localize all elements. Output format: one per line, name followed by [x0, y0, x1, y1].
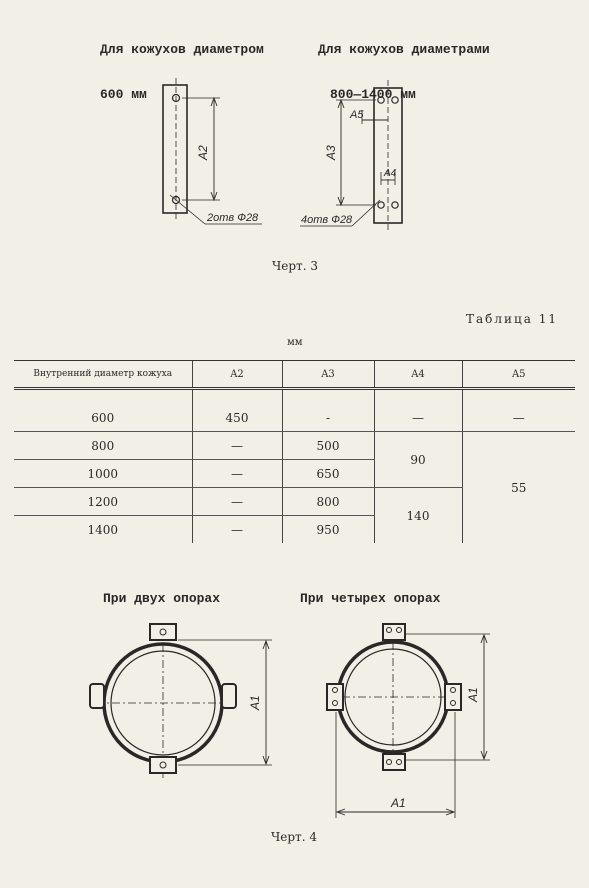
- bolt-hole: [392, 202, 398, 208]
- table-unit: мм: [287, 337, 303, 348]
- label-a4: A4: [384, 168, 397, 179]
- fig3-left-caption-line2: 600 мм: [100, 87, 147, 102]
- cell-a3: 500: [282, 432, 374, 460]
- cell-a3: 950: [282, 516, 374, 544]
- bolt-hole: [392, 97, 398, 103]
- support-top: [150, 624, 176, 640]
- cell-diameter: 1000: [14, 460, 192, 488]
- fig3-right-caption-line2: 800—1400 мм: [330, 87, 416, 102]
- spec-table: [14, 360, 575, 543]
- bracket-plate-600: [163, 85, 187, 213]
- cell-diameter: 1200: [14, 488, 192, 516]
- label-a1-vertical: A1: [466, 687, 480, 702]
- support-top: [383, 624, 405, 640]
- header-a4: A4: [374, 361, 462, 389]
- cell-a4-merged: 90: [374, 432, 462, 488]
- cell-a3: -: [282, 404, 374, 432]
- support-bottom: [150, 757, 176, 773]
- cell-a5: —: [462, 404, 575, 432]
- bolt-hole: [378, 202, 384, 208]
- table-row: [14, 432, 575, 460]
- cell-a5-merged: 55: [462, 432, 575, 544]
- cell-a2: —: [192, 488, 282, 516]
- fig4-left-caption: При двух опорах: [103, 591, 221, 606]
- table-title: Таблица 11: [466, 312, 558, 326]
- holes-right-note: 4отв Ф28: [301, 214, 353, 226]
- header-a2: A2: [192, 361, 282, 389]
- table-row: [14, 404, 575, 432]
- label-a1-left: A1: [248, 695, 262, 710]
- header-diameter: Внутренний диаметр кожуха: [14, 361, 192, 389]
- cell-a2: 450: [192, 404, 282, 432]
- cell-a3: 650: [282, 460, 374, 488]
- header-a3: A3: [282, 361, 374, 389]
- cell-diameter: 600: [14, 404, 192, 432]
- fig3-drawing: [0, 0, 589, 260]
- cell-a2: —: [192, 432, 282, 460]
- cell-a2: —: [192, 460, 282, 488]
- fig4-drawing: [0, 600, 589, 830]
- cell-a4-merged: 140: [374, 488, 462, 544]
- fig3-right-caption-line1: Для кожухов диаметрами: [318, 42, 490, 57]
- table-header-row: [14, 361, 575, 389]
- label-a3: A3: [324, 145, 338, 160]
- fig3-caption: Черт. 3: [272, 259, 318, 273]
- table-spacer-row: [14, 389, 575, 405]
- cell-diameter: 1400: [87, 522, 119, 537]
- support-left: [90, 684, 104, 708]
- support-right: [222, 684, 236, 708]
- cell-a2: —: [192, 516, 282, 544]
- bolt-hole: [378, 97, 384, 103]
- fig4-caption: Черт. 4: [271, 830, 317, 844]
- fig4-right-caption: При четырех опорах: [300, 591, 441, 606]
- holes-left-note: 2отв Ф28: [207, 212, 259, 224]
- cell-a3: 800: [282, 488, 374, 516]
- cell-a4: —: [374, 404, 462, 432]
- cell-diameter: 800: [14, 432, 192, 460]
- label-a1-horizontal: A1: [391, 796, 406, 810]
- label-a2: A2: [196, 145, 210, 160]
- label-a5: A5: [350, 109, 364, 121]
- fig3-left-caption-line1: Для кожухов диаметром: [100, 42, 264, 57]
- header-a5: A5: [462, 361, 575, 389]
